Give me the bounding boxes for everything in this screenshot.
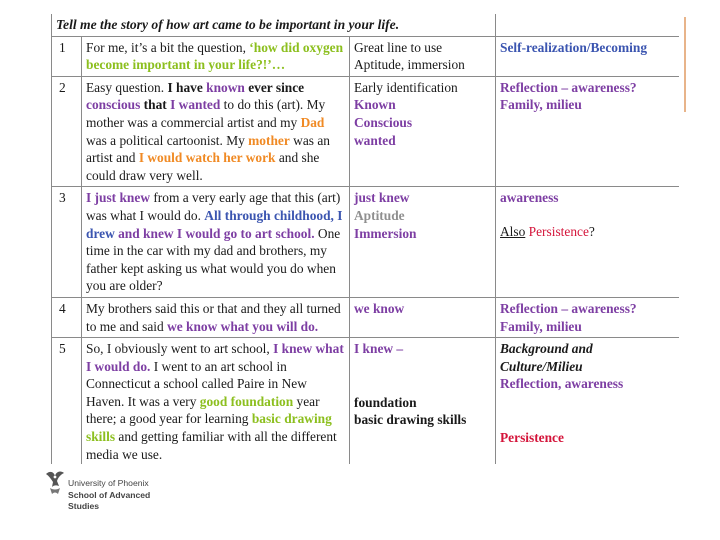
theme-highlight: Persistence: [525, 223, 589, 239]
theme-label: Background and Culture/Milieu: [500, 341, 593, 374]
story-text: and getting familiar with all the different media we use.: [86, 429, 337, 462]
themes-cell: [496, 338, 680, 464]
edge-decoration: [684, 17, 686, 112]
story-highlight: ever since: [244, 79, 305, 95]
story-highlight: I have: [167, 79, 207, 95]
theme-label: Persistence: [500, 429, 564, 445]
theme-label: Self-realization/Becoming: [500, 39, 648, 55]
story-text: One time in the car with my dad and brothers, my father kept asking us what would you do when you are older?: [86, 225, 341, 294]
row-number: 3: [52, 187, 82, 298]
code-label: I knew –: [354, 341, 404, 357]
code-label: we know: [354, 300, 405, 316]
codes-cell: [350, 187, 496, 298]
story-highlight: conscious: [86, 97, 141, 113]
theme-label: awareness: [500, 190, 559, 206]
codes-cell: [350, 297, 496, 337]
row-number: 1: [52, 36, 82, 76]
story-highlight: I knew what I would do.: [86, 341, 344, 374]
codes-cell: [350, 338, 496, 464]
story-highlight: Dad: [300, 114, 325, 130]
story-cell: [82, 338, 350, 464]
story-highlight: basic drawing skills: [86, 411, 332, 445]
spacer: [500, 207, 675, 223]
story-text: My brothers said this or that and they all turned to me and said: [86, 300, 341, 334]
themes-cell: [496, 297, 680, 337]
story-highlight: I wanted: [170, 97, 221, 113]
themes-cell: [496, 36, 680, 76]
row-number: 5: [52, 338, 82, 464]
story-cell: [82, 36, 350, 76]
theme-text: ?: [588, 223, 595, 239]
story-highlight: that: [140, 97, 171, 113]
story-cell: [82, 76, 350, 187]
table-row: [52, 338, 680, 464]
story-highlight: I would watch her work: [138, 150, 276, 166]
table-row: [52, 76, 680, 187]
logo-university-name: University of Phoenix: [68, 478, 149, 488]
code-label: Known: [354, 97, 396, 113]
code-label: Early identification: [354, 79, 458, 95]
story-text: and she could draw very well.: [86, 150, 320, 183]
code-label: Immersion: [354, 225, 417, 241]
code-label: Conscious: [354, 114, 413, 130]
theme-label: Family, milieu: [500, 318, 582, 334]
coding-table-frame: [51, 14, 679, 464]
theme-text: Also: [500, 223, 526, 239]
theme-label: Reflection – awareness?: [500, 300, 637, 316]
code-label: Aptitude, immersion: [354, 57, 465, 73]
story-text: Easy question.: [86, 79, 168, 95]
theme-label: Family, milieu: [500, 97, 582, 113]
story-text: to do this (art). My mother was a commercial artist and my: [86, 97, 326, 130]
table-row: [52, 36, 680, 76]
theme-label: Reflection, awareness: [500, 376, 624, 392]
logo-school-name-cont: Studies: [68, 501, 100, 511]
codes-cell: [350, 76, 496, 187]
row-number: 2: [52, 76, 82, 187]
spacer: [354, 358, 491, 394]
header-empty-cell: [496, 14, 680, 36]
row-number: 4: [52, 297, 82, 337]
story-text: from a very early age that this (art) was what I would do.: [86, 190, 341, 223]
story-text: was a political cartoonist. My: [86, 132, 249, 148]
code-label: Great line to use: [354, 39, 443, 55]
phoenix-logo-icon: [44, 468, 66, 498]
themes-cell: [496, 76, 680, 187]
university-logo: [44, 468, 204, 514]
story-cell: [82, 187, 350, 298]
story-cell: [82, 297, 350, 337]
table-row: [52, 187, 680, 298]
logo-school-name: School of Advanced: [68, 490, 151, 500]
story-highlight: All through childhood, I drew: [86, 207, 343, 241]
coding-table: [51, 14, 679, 464]
story-highlight: I just knew: [86, 190, 150, 206]
themes-cell: [496, 187, 680, 298]
story-highlight: ‘how did oxygen become important in your life?!’…: [86, 39, 344, 73]
story-text: I went to an art school in Connecticut a school called Paire in New Haven. It was a very: [86, 358, 307, 409]
interview-question: Tell me the story of how art came to be important in your life.: [52, 14, 496, 36]
code-label: just knew: [354, 190, 410, 206]
theme-line: [500, 223, 675, 241]
code-label: Aptitude: [354, 207, 405, 223]
header-row: [52, 14, 680, 36]
story-highlight: good foundation: [199, 393, 294, 409]
story-text: For me, it’s a bit the question,: [86, 39, 250, 55]
theme-label: Reflection – awareness?: [500, 79, 637, 95]
codes-cell: [350, 36, 496, 76]
story-text: So, I obviously went to art school,: [86, 341, 274, 357]
spacer: [500, 393, 675, 429]
story-highlight: known: [206, 79, 245, 95]
story-text: was an artist and: [86, 132, 330, 166]
code-label: basic drawing skills: [354, 412, 467, 428]
story-highlight: and knew I would go to art school.: [114, 225, 315, 241]
table-row: [52, 297, 680, 337]
code-label: wanted: [354, 132, 396, 148]
story-highlight: mother: [248, 132, 290, 148]
code-label: foundation: [354, 394, 417, 410]
story-highlight: we know what you will do.: [167, 318, 319, 334]
story-text: year there; a good year for learning: [86, 393, 320, 427]
